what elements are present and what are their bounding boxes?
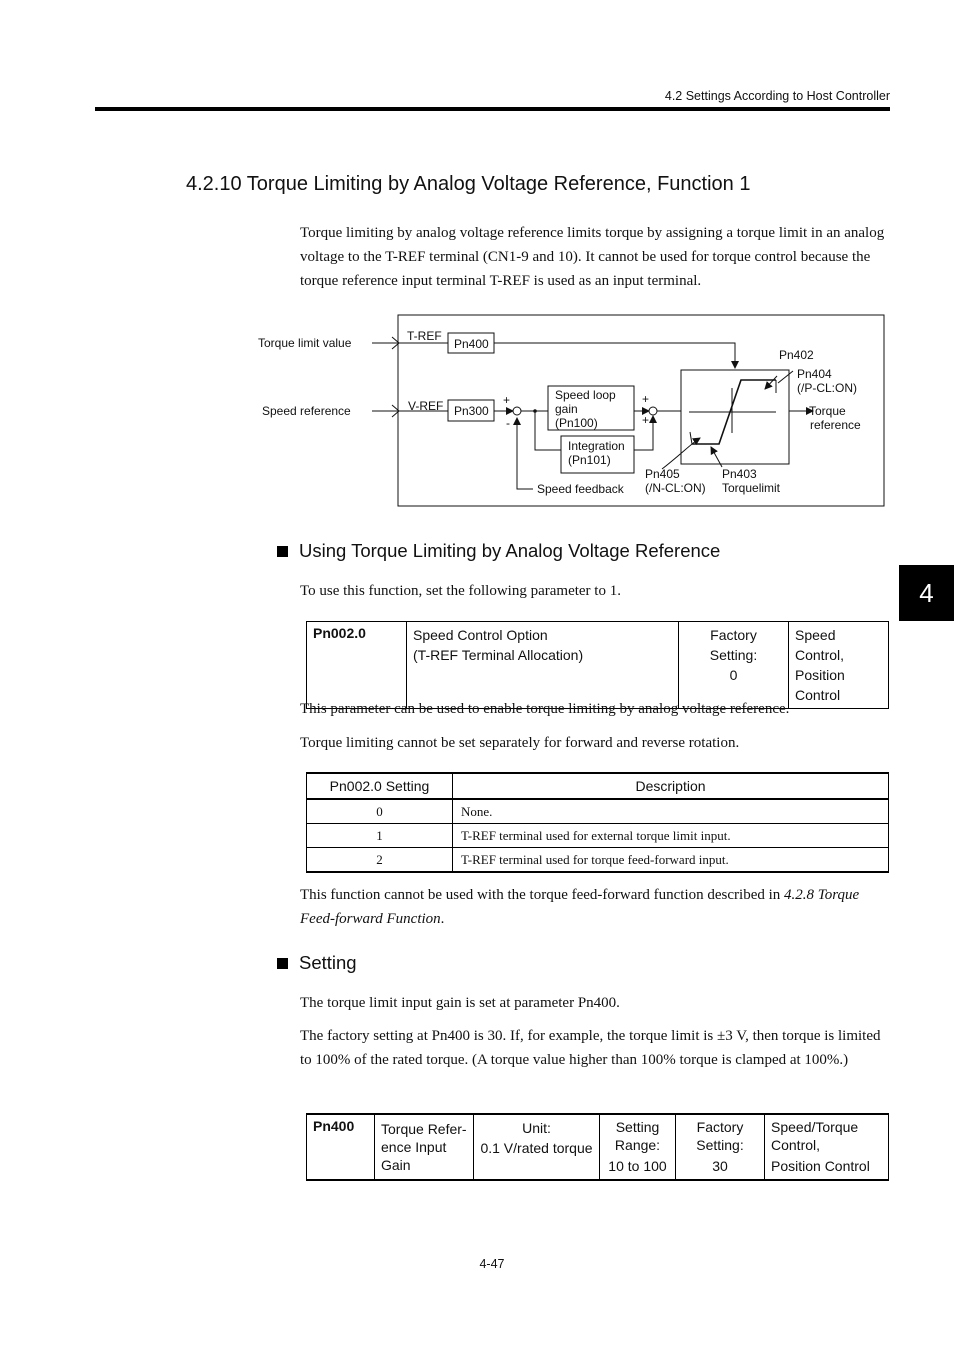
param-table-pn002 <box>306 621 889 709</box>
pn405-label: Pn405 <box>645 467 680 481</box>
subsection-heading-using: Using Torque Limiting by Analog Voltage Reference <box>277 540 720 562</box>
svg-text:(Pn101): (Pn101) <box>568 453 611 467</box>
col-header-description: Description <box>453 773 889 799</box>
svg-text:+: + <box>642 392 650 406</box>
pn404-label: Pn404 <box>797 367 832 381</box>
subsection-heading-setting: Setting <box>277 952 357 974</box>
svg-text:(/N-CL:ON): (/N-CL:ON) <box>645 481 706 495</box>
setting-description: T-REF terminal used for external torque limit input. <box>453 824 889 848</box>
chapter-tab[interactable]: 4 <box>899 565 954 621</box>
control-modes: Speed Control, Position Control <box>789 622 889 709</box>
page-number: 4-47 <box>479 1257 505 1271</box>
setting-value: 0 <box>307 799 453 824</box>
para-rotation: Torque limiting cannot be set separately for forward and reverse rotation. <box>300 735 740 751</box>
param-code: Pn002.0 <box>307 622 407 709</box>
torque-limit-block-diagram <box>0 0 954 520</box>
svg-text:(Pn100): (Pn100) <box>555 416 598 430</box>
settings-table <box>306 772 889 873</box>
bullet-square-icon <box>277 546 288 557</box>
setting-value: 2 <box>307 848 453 873</box>
pn402-label: Pn402 <box>779 348 814 362</box>
svg-text:reference: reference <box>810 418 861 432</box>
sum1-plus: + <box>503 393 511 407</box>
pn300-label: Pn300 <box>454 404 489 418</box>
section-title: 4.2.10 Torque Limiting by Analog Voltage Reference, Function 1 <box>186 173 751 195</box>
col-header-setting: Pn002.0 Setting <box>307 773 453 799</box>
cross-reference-link[interactable]: 4.2.8 Torque Feed-forward Function <box>300 887 860 927</box>
torque-limit-input-arrow <box>372 337 399 349</box>
svg-text:gain: gain <box>555 402 578 416</box>
setting-para-1: The torque limit input gain is set at parameter Pn400. <box>300 995 620 1011</box>
setting-description: T-REF terminal used for torque feed-forward input. <box>453 848 889 873</box>
param-code: Pn400 <box>307 1114 375 1180</box>
bullet-square-icon <box>277 958 288 969</box>
unit-cell: Unit: 0.1 V/rated torque <box>474 1114 600 1180</box>
subsection1-intro: To use this function, set the following parameter to 1. <box>300 583 621 599</box>
svg-text:Integration: Integration <box>568 439 625 453</box>
factory-setting: Factory Setting: 30 <box>676 1114 765 1180</box>
setting-range-cell: Setting Range: 10 to 100 <box>600 1114 676 1180</box>
torque-limiter-block <box>681 370 789 464</box>
speed-feedback-label: Speed feedback <box>537 482 624 496</box>
param-name: Speed Control Option (T-REF Terminal Allocation) <box>407 622 679 709</box>
sum1-minus: - <box>506 416 510 430</box>
pn403-label: Pn403 <box>722 467 757 481</box>
speed-reference-label: Speed reference <box>262 404 351 418</box>
svg-text:(/P-CL:ON): (/P-CL:ON) <box>797 381 857 395</box>
control-modes: Speed/Torque Control, Position Control <box>765 1114 889 1180</box>
feedforward-note: This function cannot be used with the torque feed-forward function described in 4.2.8 Torque Feed-forward Function. <box>300 887 860 927</box>
setting-para-2: The factory setting at Pn400 is 30. If, for example, the torque limit is ±3 V, then torque is limited to 100% of the rated torque. (A torque value higher than 100% torque is clamped at 100%.) <box>300 1028 881 1068</box>
setting-value: 1 <box>307 824 453 848</box>
para-enable: This parameter can be used to enable torque limiting by analog voltage reference. <box>300 701 790 717</box>
pn400-to-limiter-line <box>494 343 735 368</box>
speed-reference-input-arrow <box>372 405 399 417</box>
summing-junction-1 <box>513 407 521 415</box>
param-table-pn400 <box>306 1113 889 1181</box>
svg-text:Torquelimit: Torquelimit <box>722 481 781 495</box>
torque-reference-label: Torque <box>809 404 846 418</box>
pn400-label: Pn400 <box>454 337 489 351</box>
factory-setting: Factory Setting: 0 <box>679 622 789 709</box>
v-ref-label: V-REF <box>408 399 444 413</box>
summing-junction-2 <box>649 407 657 415</box>
intro-paragraph: Torque limiting by analog voltage reference limits torque by assigning a torque limit in an analog voltage to the T-REF terminal (CN1-9 and 10). It cannot be used for torque control because the torque reference input terminal T-REF is used as an input terminal. <box>300 225 885 289</box>
t-ref-label: T-REF <box>407 329 442 343</box>
setting-description: None. <box>453 799 889 824</box>
svg-text:Speed loop: Speed loop <box>555 388 616 402</box>
svg-text:+: + <box>642 413 650 427</box>
param-name: Torque Refer- ence Input Gain <box>375 1114 474 1180</box>
torque-limit-value-label: Torque limit value <box>258 336 352 350</box>
running-header: 4.2 Settings According to Host Controller <box>664 89 890 103</box>
speed-feedback-line <box>517 418 533 489</box>
